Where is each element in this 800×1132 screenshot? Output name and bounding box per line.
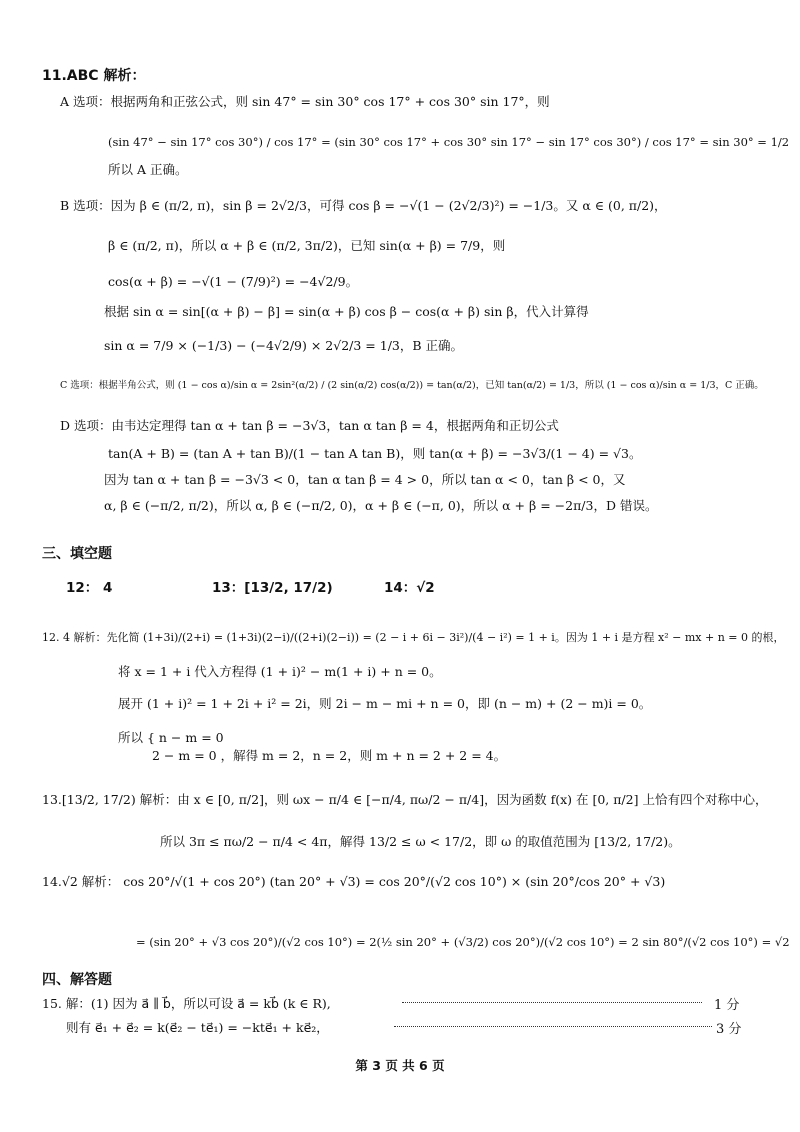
q11-d-line4: α, β ∈ (−π/2, π/2)，所以 α, β ∈ (−π/2, 0)，α + β ∈ (−π, 0)，所以 α + β = −2π/3，D 错误。 — [104, 498, 658, 513]
q11-c-line: C 选项：根据半角公式，则 (1 − cos α)/sin α = 2sin²(α/2) / (2 sin(α/2) cos(α/2)) = tan(α/2)，已知 tan(α/2) = 1/3，所以 (1 − cos α)/sin α = 1/3，C 正确。 — [60, 380, 764, 391]
q14-line2: = (sin 20° + √3 cos 20°)/(√2 cos 10°) = 2(½ sin 20° + (√3/2) cos 20°)/(√2 cos 10°) = 2 sin 80°/(√2 cos 10°) = √2 — [136, 935, 790, 949]
q11-title: 11.ABC 解析： — [42, 68, 146, 84]
q11-b-line3: cos(α + β) = −√(1 − (7/9)²) = −4√2/9。 — [108, 274, 359, 289]
section3-title: 三、填空题 — [42, 546, 112, 562]
q12-line4a: 所以 { n − m = 0 — [118, 730, 224, 745]
q15-line1: 15. 解：(1) 因为 a⃗ ∥ b⃗，所以可设 a⃗ = kb⃗ (k ∈ R), — [42, 996, 331, 1011]
q11-a-equation: (sin 47° − sin 17° cos 30°) / cos 17° = (sin 30° cos 17° + cos 30° sin 17° − sin 17° cos 30°) / cos 17° = sin 30° = 1/2 — [108, 135, 790, 149]
q12-line1: 12. 4 解析：先化简 (1+3i)/(2+i) = (1+3i)(2−i)/((2+i)(2−i)) = (2 − i + 6i − 3i²)/(4 − i²) = 1 + i。因为 1 + i 是方程 x² − mx + n = 0 的根， — [42, 631, 785, 644]
q15-score1: 1 分 — [714, 998, 740, 1013]
page-footer: 第 3 页 共 6 页 — [355, 1058, 445, 1073]
q11-b-line4: 根据 sin α = sin[(α + β) − β] = sin(α + β) cos β − cos(α + β) sin β，代入计算得 — [104, 304, 589, 319]
q11-a-conclusion: 所以 A 正确。 — [108, 162, 188, 177]
q14-line1: 14.√2 解析： cos 20°/√(1 + cos 20°) (tan 20° + √3) = cos 20°/(√2 cos 10°) × (sin 20°/cos 20° + √3) — [42, 874, 666, 889]
q11-b-line5: sin α = 7/9 × (−1/3) − (−4√2/9) × 2√2/3 = 1/3，B 正确。 — [104, 338, 464, 353]
q11-d-line1: D 选项：由韦达定理得 tan α + tan β = −3√3，tan α tan β = 4，根据两角和正切公式 — [60, 418, 559, 433]
leader-dots — [394, 1026, 712, 1027]
section4-title: 四、解答题 — [42, 972, 112, 988]
q12-line2: 将 x = 1 + i 代入方程得 (1 + i)² − m(1 + i) + n = 0。 — [118, 664, 442, 679]
q15-line2: 则有 e⃗₁ + e⃗₂ = k(e⃗₂ − te⃗₁) = −kte⃗₁ + ke⃗₂， — [66, 1020, 329, 1035]
q15-dots1 — [402, 992, 702, 1006]
answer-13: 13：[13/2, 17/2) — [212, 580, 333, 596]
q12-line3: 展开 (1 + i)² = 1 + 2i + i² = 2i，则 2i − m − mi + n = 0，即 (n − m) + (2 − m)i = 0。 — [118, 696, 652, 711]
leader-dots — [402, 1002, 702, 1003]
answer-12: 12： 4 — [66, 580, 113, 596]
q11-b-line2: β ∈ (π/2, π)，所以 α + β ∈ (π/2, 3π/2)，已知 sin(α + β) = 7/9，则 — [108, 238, 506, 253]
q12-line4b: 2 − m = 0 ，解得 m = 2，n = 2，则 m + n = 2 + 2 = 4。 — [152, 748, 507, 763]
q13-line1: 13.[13/2, 17/2) 解析：由 x ∈ [0, π/2]，则 ωx − π/4 ∈ [−π/4, πω/2 − π/4]，因为函数 f(x) 在 [0, π/2] 上恰有四个对称中心， — [42, 792, 768, 807]
q11-b-line1: B 选项：因为 β ∈ (π/2, π)，sin β = 2√2/3，可得 cos β = −√(1 − (2√2/3)²) = −1/3。又 α ∈ (0, π/2)， — [60, 198, 667, 213]
q11-d-line2: tan(A + B) = (tan A + tan B)/(1 − tan A tan B)，则 tan(α + β) = −3√3/(1 − 4) = √3。 — [108, 446, 642, 461]
q11-d-line3: 因为 tan α + tan β = −3√3 < 0，tan α tan β = 4 > 0，所以 tan α < 0，tan β < 0，又 — [104, 472, 626, 487]
q13-line2: 所以 3π ≤ πω/2 − π/4 < 4π，解得 13/2 ≤ ω < 17/2，即 ω 的取值范围为 [13/2, 17/2)。 — [160, 834, 681, 849]
answer-14: 14：√2 — [384, 580, 435, 596]
q15-dots2 — [394, 1016, 712, 1030]
q15-score2: 3 分 — [716, 1022, 742, 1037]
q11-a-intro: A 选项：根据两角和正弦公式，则 sin 47° = sin 30° cos 17° + cos 30° sin 17°，则 — [60, 94, 550, 109]
